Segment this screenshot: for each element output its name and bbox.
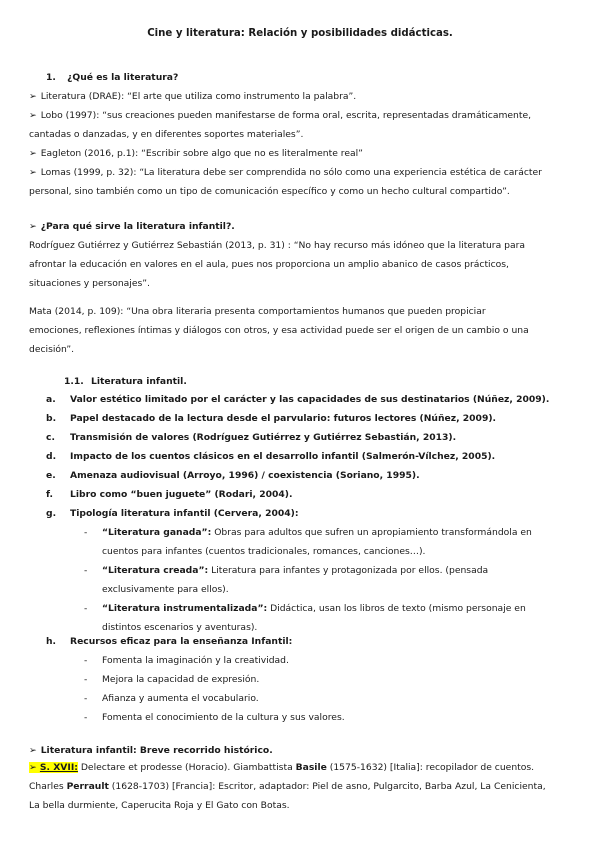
bullet-list [29, 87, 571, 201]
dash-bullet-icon: - [84, 603, 88, 614]
list-item: ➢ Lomas (1999, p. 32): “La literatura debe ser comprendida no sólo como una experiencia estética de carácter [29, 167, 542, 178]
list-item: g. Tipología literatura infantil (Cervera, 2004): [46, 508, 299, 519]
typology-item: - “Literatura ganada”: Obras para adultos que sufren un apropiamiento transformándola en cuentos para infantes (cuentos tradicionales, romances, canciones…). [84, 523, 572, 561]
arrow-bullet-icon: ➢ [29, 221, 37, 232]
dash-bullet-icon: - [84, 712, 88, 723]
dash-bullet-icon: - [84, 655, 88, 666]
list-item: a. Valor estético limitado por el carácter y las capacidades de sus destinatarios (Núñez, 2009). [46, 394, 550, 405]
arrow-bullet-icon: ➢ [29, 110, 37, 121]
resource-item: - Fomenta la imaginación y la creatividad. [84, 651, 572, 670]
arrow-bullet-icon: ➢ [29, 148, 37, 159]
list-item: c. Transmisión de valores (Rodríguez Gutiérrez y Gutiérrez Sebastián, 2013). [46, 432, 457, 443]
dash-bullet-icon: - [84, 693, 88, 704]
arrow-bullet-icon: ➢ [29, 745, 37, 756]
arrow-bullet-icon: ➢ [29, 91, 37, 102]
highlighted-century: ➢ S. XVII: [29, 762, 78, 773]
resource-item: - Afianza y aumenta el vocabulario. [84, 689, 572, 708]
history-paragraph: ➢ S. XVII: Delectare et prodesse (Horacio). Giambattista Basile (1575-1632) [Italia]: recopilador de cuentos. Charles Perrault (1628-1703) [Francia]: Escritor, adaptador: Piel de asno, Pulgarcito, Barba Azul, La Cenicienta, La bella durmiente, Caperucita Roja y El Gato con Botas. [29, 762, 546, 811]
list-item: ➢ Lobo (1997): “sus creaciones pueden manifestarse de forma oral, escrita, representadas dramáticamente, [29, 110, 532, 121]
list-item: ➢ Literatura (DRAE): “El arte que utiliza como instrumento la palabra”. [29, 91, 357, 102]
purpose-quote-2: Mata (2014, p. 109): “Una obra literaria presenta comportamientos humanos que pueden propiciar emociones, reflexiones íntimas y diálogos con otros, y esa actividad puede ser el origen de un cambio o una decisión”. [29, 306, 529, 355]
typology-item: - “Literatura instrumentalizada”: Didáctica, usan los libros de texto (mismo personaje en distintos escenarios y aventuras). [84, 599, 572, 637]
list-item: e. Amenaza audiovisual (Arroyo, 1996) / coexistencia (Soriano, 1995). [46, 470, 420, 481]
dash-bullet-icon: - [84, 527, 88, 538]
dash-bullet-icon: - [84, 565, 88, 576]
dash-bullet-icon: - [84, 674, 88, 685]
purpose-quote-1: Rodríguez Gutiérrez y Gutiérrez Sebastián (2013, p. 31) : “No hay recurso más idóneo que la literatura para afrontar la educación en valores en el aula, pues nos proporciona un amplio abanico de casos prácticos, situaciones y personajes”. [29, 240, 526, 289]
author-name: Basile [295, 762, 327, 773]
purpose-heading: ➢ ¿Para qué sirve la literatura infantil?. [29, 221, 235, 232]
section-1-number: 1. [46, 72, 56, 83]
list-item: d. Impacto de los cuentos clásicos en el desarrollo infantil (Salmerón-Vílchez, 2005). [46, 451, 496, 462]
author-name: Perrault [66, 781, 109, 792]
subsection-heading: 1.1. Literatura infantil. [64, 376, 187, 387]
section-1-title: ¿Qué es la literatura? [67, 72, 179, 83]
history-heading: ➢ Literatura infantil: Breve recorrido histórico. [29, 745, 273, 756]
typology-item: - “Literatura creada”: Literatura para infantes y protagonizada por ellos. (pensada exclusivamente para ellos). [84, 561, 572, 599]
arrow-bullet-icon: ➢ [29, 167, 37, 178]
list-item: ➢ Eagleton (2016, p.1): “Escribir sobre algo que no es literalmente real” [29, 148, 363, 159]
resource-item: - Mejora la capacidad de expresión. [84, 670, 572, 689]
list-item-continuation: personal, sino también como un tipo de comunicación específico y como un hecho cultural compartido”. [29, 186, 510, 197]
list-item: f. Libro como “buen juguete” (Rodari, 2004). [46, 489, 293, 500]
list-item: b. Papel destacado de la lectura desde el parvulario: futuros lectores (Núñez, 2009). [46, 413, 497, 424]
resource-item: - Fomenta el conocimiento de la cultura y sus valores. [84, 708, 572, 727]
list-item: h. Recursos eficaz para la enseñanza Infantil: [46, 636, 293, 647]
section-1-heading [46, 68, 588, 87]
arrow-bullet-icon: ➢ [29, 762, 37, 773]
list-item-continuation: cantadas o danzadas, y en diferentes soportes materiales”. [29, 129, 304, 140]
document-title: Cine y literatura: Relación y posibilidades didácticas. [147, 28, 453, 39]
